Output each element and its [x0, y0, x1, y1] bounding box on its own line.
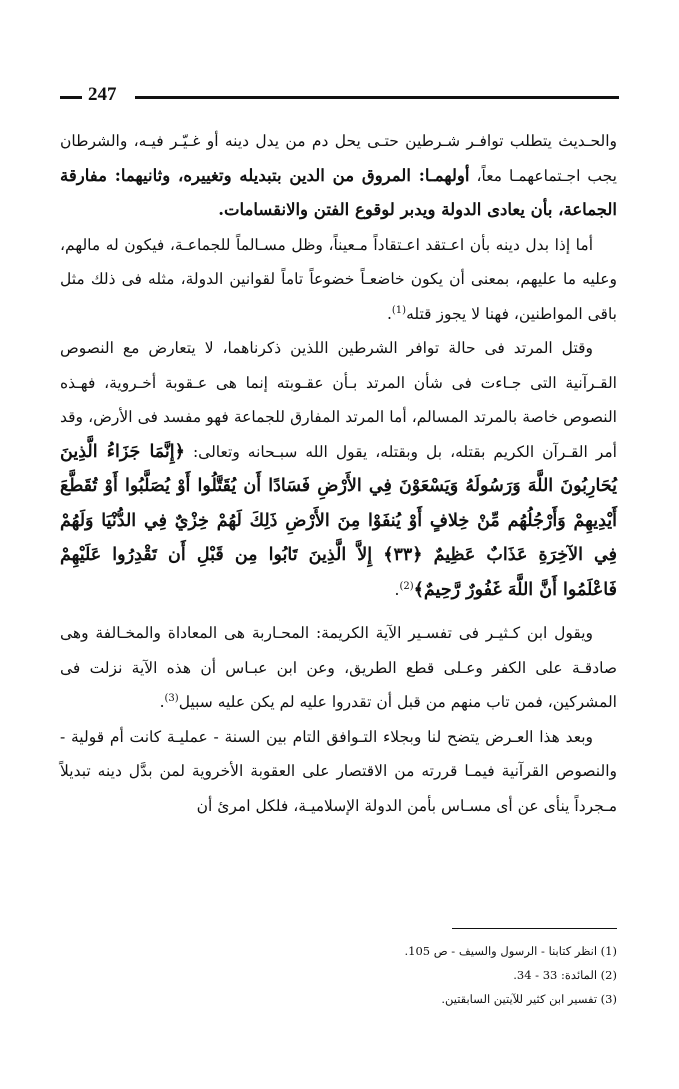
footnote-3: (3) تفسير ابن كثير للآيتين السابقتين. [441, 992, 617, 1006]
footnote-ref-2: (2) [399, 580, 414, 592]
paragraph-2 [60, 228, 617, 332]
page-header [60, 84, 619, 106]
paragraph-4-text: ويقول ابن كـثيـر فى تفسـير الآية الكريمة: المحـاربة هى المعاداة والمخـالفة وهى صادقـة على الكفر وعـلى قطع الطريق، وعن ابن عبـاس أن هذه الآية نزلت فى المشركين، فمن تاب منهم من قبل أن تقدروا عليه لم يكن عليه سبيل [60, 624, 617, 711]
header-rule-long [135, 96, 619, 99]
paragraph-4 [60, 616, 617, 720]
footnotes [60, 928, 617, 1011]
paragraph-1-bold: أولهمـا: المروق من الدين بتبديله وتغييره، وثانيهما: مفارقة الجماعة، بأن يعادى الدولة ويدبر لوقوع الفتن والانقسامات. [60, 165, 617, 219]
paragraph-5-text: وبعد هذا العـرض يتضح لنا وبجلاء التـوافق التام بين السنة - عمليـة كانت أم قولية - والنصوص القرآنية فيمـا قررته من الاقتصار على العقوبة الأخروية لمن بدَّل دينه تبديلاً مـجرداً ينأى عن أى مسـاس بأمن الدولة الإسلاميـة، فلكل امرئ أن [60, 727, 617, 815]
paragraph-1 [60, 124, 617, 228]
footnote-2: (2) المائدة: 33 - 34. [513, 968, 617, 982]
header-rule-short [60, 96, 82, 99]
paragraph-3 [60, 331, 617, 607]
paragraph-3-text: وقتل المرتد فى حالة توافر الشرطين اللذين ذكرناهما، لا يتعارض مع النصوص القـرآنية التى جـاءت فى شأن المرتد بـأن عقـوبته إنما هى عـقوبة أخـروية، فهـذه النصوص خاصة بالمرتد المسالم، أما المرتد المفارق للجماعة فهو مفسد فى الأرض، وقد أمر القـرآن الكريم بقتله، بل وبقتله، يقول الله سبـحانه وتعالى: [60, 339, 617, 461]
paragraph-2-text: أما إذا بدل دينه بأن اعـتقد اعـتقاداً مـعيناً، وظل مسـالماً للجماعـة، فيكون له مالهم، وعليه ما عليهم، بمعنى أن يكون خاضعـاً خضوعاً تاماً لقوانين الدولة، مثله فى ذلك مثل باقى المواطنين، فهنا لا يجوز قتله [60, 235, 617, 323]
footnote-1: (1) انظر كتابنا - الرسول والسيف - ص 105. [404, 944, 617, 958]
footnote-ref-3: (3) [164, 692, 179, 704]
quran-verse: ﴿إِنَّمَا جَزَاءُ الَّذِينَ يُحَارِبُونَ اللَّهَ وَرَسُولَهُ وَيَسْعَوْنَ فِي الأَرْضِ فَسَادًا أَن يُقَتَّلُوا أَوْ يُصَلَّبُوا أَوْ تُقَطَّعَ أَيْدِيهِمْ وَأَرْجُلُهُم مِّنْ خِلافٍ أَوْ يُنفَوْا مِنَ الأَرْضِ ذَلِكَ لَهُمْ خِزْيٌ فِي الدُّنْيَا وَلَهُمْ فِي الآخِرَةِ عَذَابٌ عَظِيمٌ ﴿٣٣﴾ إِلاَّ الَّذِينَ تَابُوا مِن قَبْلِ أَن تَقْدِرُوا عَلَيْهِمْ فَاعْلَمُوا أَنَّ اللَّهَ غَفُورٌ رَّحِيمٌ﴾ [60, 441, 617, 600]
footnote-rule [452, 928, 617, 929]
page-number: 247 [88, 84, 117, 105]
period: . [386, 304, 392, 323]
main-text [60, 124, 617, 823]
footnote-ref-1: (1) [391, 304, 407, 316]
period: . [394, 580, 400, 599]
period: . [159, 693, 165, 711]
paragraph-5 [60, 720, 617, 824]
paragraph-1-text: والحـديث يتطلب توافـر شـرطين حتـى يحل دم من يدل دينه أو غـيّـر فيـه، والشرطان يجب اجـتماعهمـا معاً، [60, 132, 617, 185]
